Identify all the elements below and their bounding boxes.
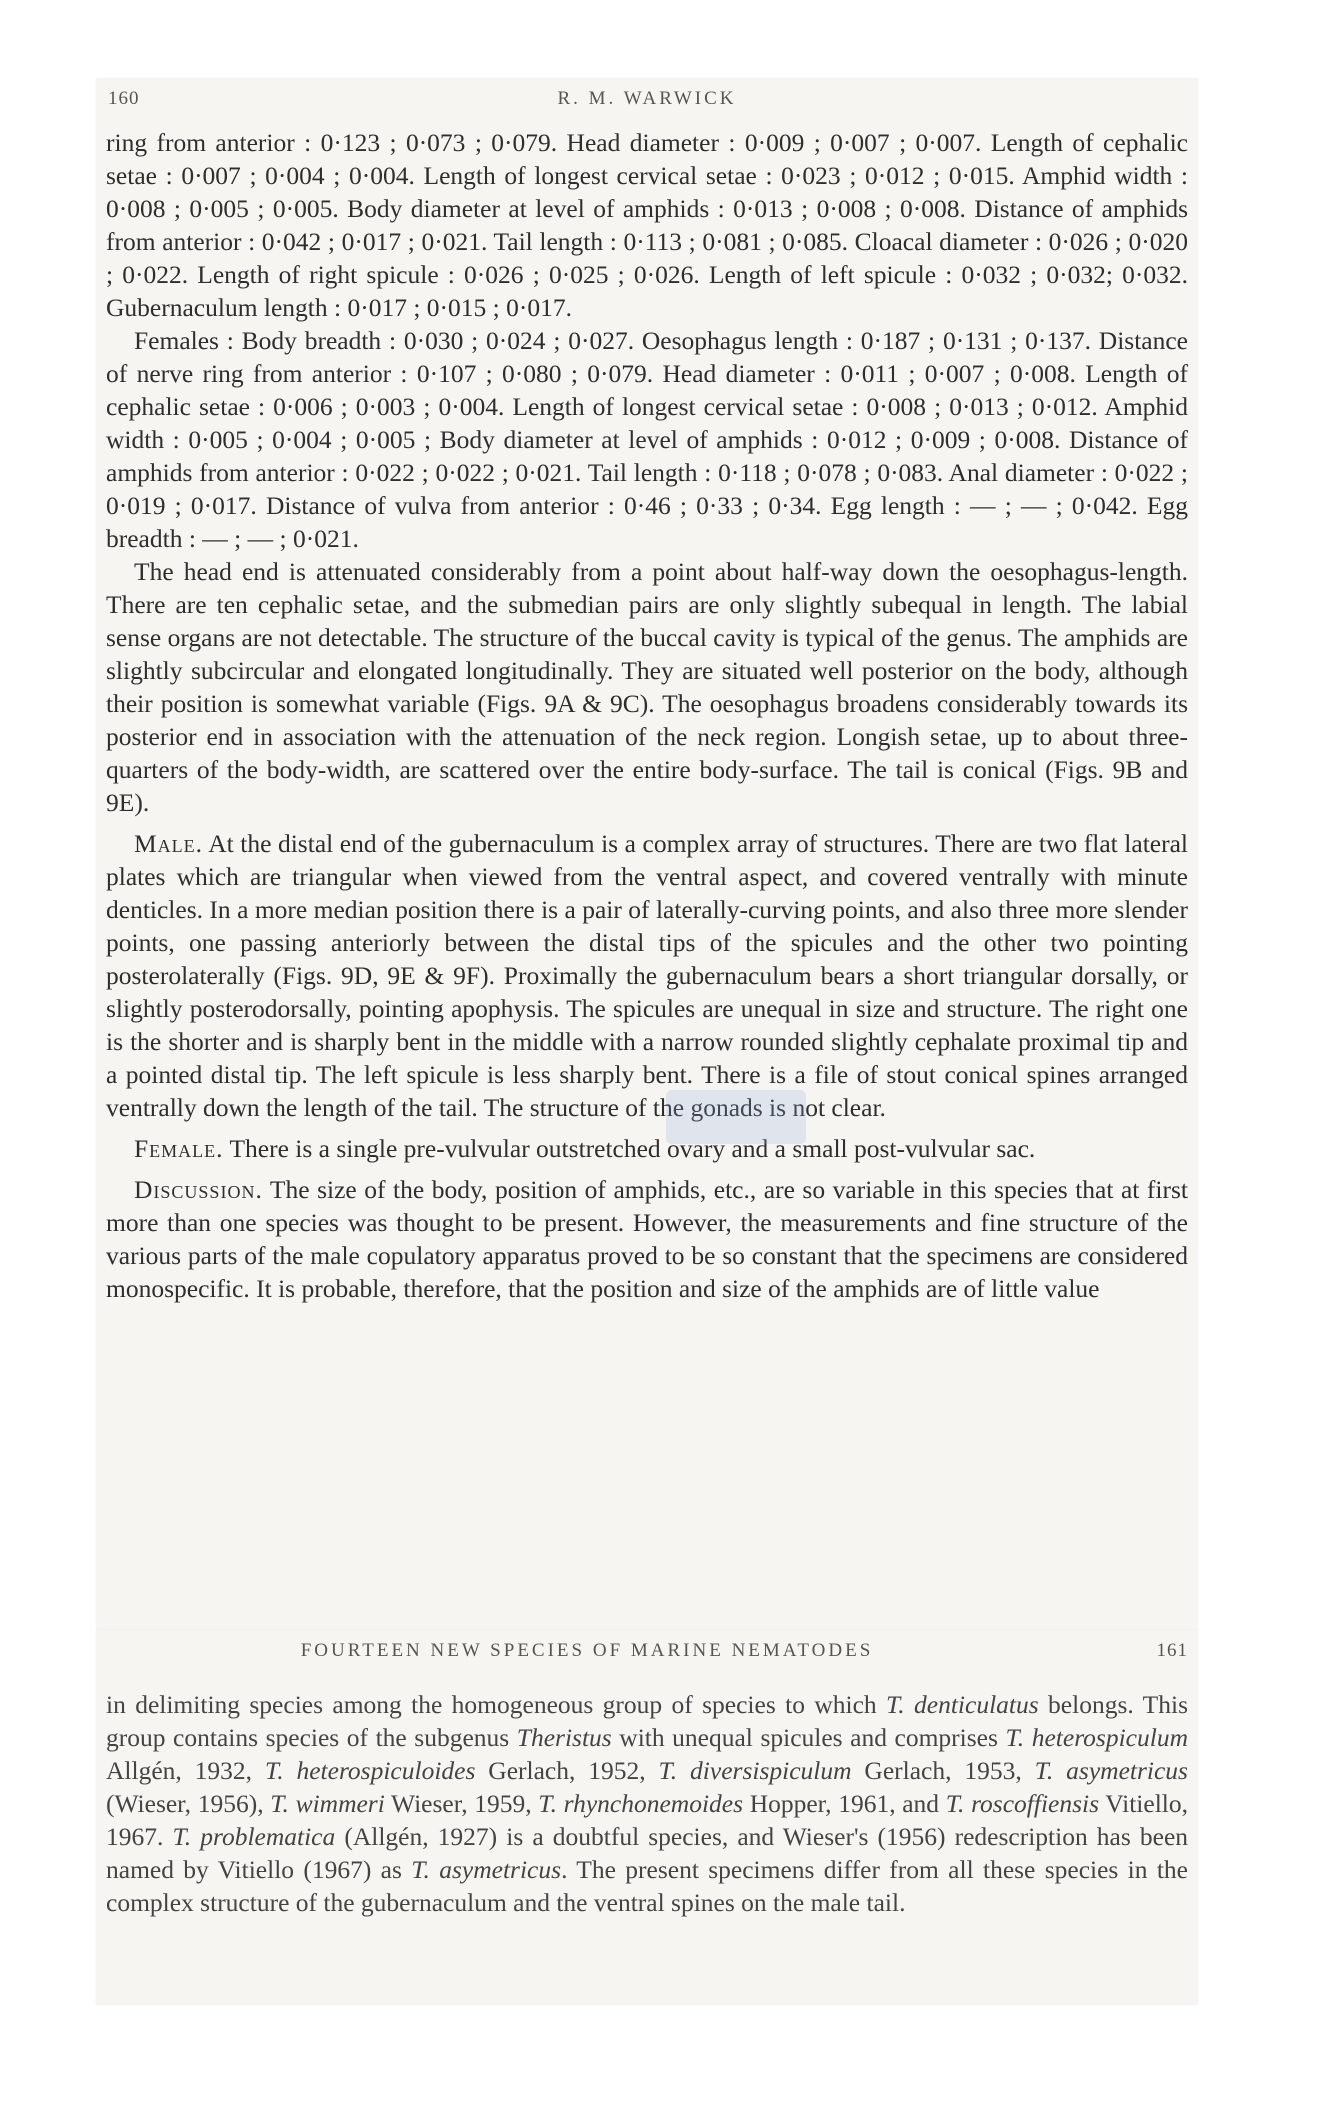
page-body <box>106 1688 1188 1919</box>
species-name: T. rhynchonemoides <box>538 1789 744 1818</box>
text-segment: Gerlach, 1952, <box>475 1756 659 1785</box>
text-segment: . The present specimens differ from all these species in the complex structure of the gubernaculum and the ventral spines on the male tail. <box>106 1855 1188 1917</box>
species-name: T. wimmeri <box>270 1789 385 1818</box>
text-segment: Gerlach, 1953, <box>851 1756 1035 1785</box>
species-name: T. diversispiculum <box>658 1756 852 1785</box>
species-name: T. asymetricus <box>411 1855 562 1884</box>
species-name: T. asymetricus <box>1034 1756 1188 1785</box>
paragraph-discussion <box>106 1173 1188 1305</box>
paragraph-female-measurements: Females : Body breadth : 0·030 ; 0·024 ; 0·027. Oesophagus length : 0·187 ; 0·131 ; 0·137. Distance of nerve ring from anterior : 0·107 ; 0·080 ; 0·079. Head diameter : 0·011 ; 0·007 ; 0·008. Length of cephalic setae : 0·006 ; 0·003 ; 0·004. Length of longest cervical setae : 0·008 ; 0·013 ; 0·012. Amphid width : 0·005 ; 0·004 ; 0·005 ; Body diameter at level of amphids : 0·012 ; 0·009 ; 0·008. Distance of amphids from anterior : 0·022 ; 0·022 ; 0·021. Tail length : 0·118 ; 0·078 ; 0·083. Anal diameter : 0·022 ; 0·019 ; 0·017. Distance of vulva from anterior : 0·46 ; 0·33 ; 0·34. Egg length : — ; — ; 0·042. Egg breadth : — ; — ; 0·021. <box>106 326 1188 553</box>
paragraph-male-measurements: ring from anterior : 0·123 ; 0·073 ; 0·079. Head diameter : 0·009 ; 0·007 ; 0·007. Length of cephalic setae : 0·007 ; 0·004 ; 0·004. Length of longest cervical setae : 0·023 ; 0·012 ; 0·015. Amphid width : 0·008 ; 0·005 ; 0·005. Body diameter at level of amphids : 0·013 ; 0·008 ; 0·008. Distance of amphids from anterior : 0·042 ; 0·017 ; 0·021. Tail length : 0·113 ; 0·081 ; 0·085. Cloacal diameter : 0·026 ; 0·020 ; 0·022. Length of right spicule : 0·026 ; 0·025 ; 0·026. Length of left spicule : 0·032 ; 0·032; 0·032. Gubernaculum length : 0·017 ; 0·015 ; 0·017. <box>106 128 1188 322</box>
page-body <box>106 126 1188 1305</box>
paragraph-female <box>106 1132 1188 1165</box>
paragraph-discussion-continued <box>106 1688 1188 1919</box>
text-segment: Hopper, 1961, and <box>743 1789 946 1818</box>
watermark-mark <box>666 1090 806 1144</box>
male-text: At the distal end of the gubernaculum is a complex array of structures. There are two flat lateral plates which are triangular when viewed from the ventral aspect, and covered ventrally with minute denticles. In a more median position there is a pair of laterally-curving points, and also three more slender points, one passing anteriorly between the distal tips of the spicules and the other two pointing posterolaterally (Figs. 9D, 9E & 9F). Proximally the gubernaculum bears a short triangular dorsally, or slightly posterodorsally, pointing apophysis. The spicules are unequal in size and structure. The right one is the shorter and is sharply bent in the middle with a narrow rounded slightly cephalate proximal tip and a pointed distal tip. The left spicule is less sharply bent. There is a file of stout conical spines arranged ventrally down the length of the tail. The structure of the gonads is not clear. <box>106 829 1188 1122</box>
female-heading: Female. <box>134 1134 224 1163</box>
text-segment: (Wieser, 1956), <box>106 1789 271 1818</box>
paragraph-male <box>106 827 1188 1124</box>
text-segment: (Allgén, 1927) is a doubtful species, and Wieser's (1956) redescription has been named by Vitiello (1967) as <box>106 1822 1189 1884</box>
discussion-heading: Discussion. <box>134 1175 263 1204</box>
species-name: T. heterospiculum <box>1005 1723 1188 1752</box>
running-header <box>96 1640 1198 1668</box>
text-segment: Allgén, 1932, <box>106 1756 265 1785</box>
paragraph-description: The head end is attenuated considerably from a point about half-way down the oesophagus-length. There are ten cephalic setae, and the submedian pairs are only slightly subequal in length. The labial sense organs are not detectable. The structure of the buccal cavity is typical of the genus. The amphids are slightly subcircular and elongated longitudinally. They are situated well posterior on the body, although their position is somewhat variable (Figs. 9A & 9C). The oesophagus broadens considerably towards its posterior end in association with the attenuation of the neck region. Longish setae, up to about three-quarters of the body-width, are scattered over the entire body-surface. The tail is conical (Figs. 9B and 9E). <box>106 557 1188 817</box>
species-name: T. heterospiculoides <box>264 1756 476 1785</box>
page-number: 160 <box>108 88 140 109</box>
species-name: T. denticulatus <box>886 1690 1039 1719</box>
page-161 <box>96 1630 1198 2005</box>
running-head-author: R. M. WARWICK <box>557 88 737 109</box>
female-text: There is a single pre-vulvular outstretched ovary and a small post-vulvular sac. <box>223 1134 1036 1163</box>
page-number: 161 <box>1156 1640 1188 1661</box>
page-160 <box>96 78 1198 1630</box>
text-segment: with unequal spicules and comprises <box>611 1723 1006 1752</box>
text-segment: belongs. This group contains species of the subgenus <box>106 1690 1188 1752</box>
male-heading: Male. <box>134 829 204 858</box>
text-segment: in delimiting species among the homogeneous group of species to which <box>106 1690 886 1719</box>
text-segment: Vitiello, 1967. <box>106 1789 1189 1851</box>
running-header <box>96 88 1198 116</box>
species-name: T. roscoffiensis <box>945 1789 1100 1818</box>
species-name: T. problematica <box>172 1822 336 1851</box>
species-name: Theristus <box>516 1723 612 1752</box>
discussion-text: The size of the body, position of amphids, etc., are so variable in this species that at first more than one species was thought to be present. However, the measurements and fine structure of the various parts of the male copulatory apparatus proved to be so constant that the specimens are considered monospecific. It is probable, therefore, that the position and size of the amphids are of little value <box>106 1175 1188 1303</box>
text-segment: Wieser, 1959, <box>384 1789 539 1818</box>
running-head-title: FOURTEEN NEW SPECIES OF MARINE NEMATODES <box>300 1640 874 1661</box>
